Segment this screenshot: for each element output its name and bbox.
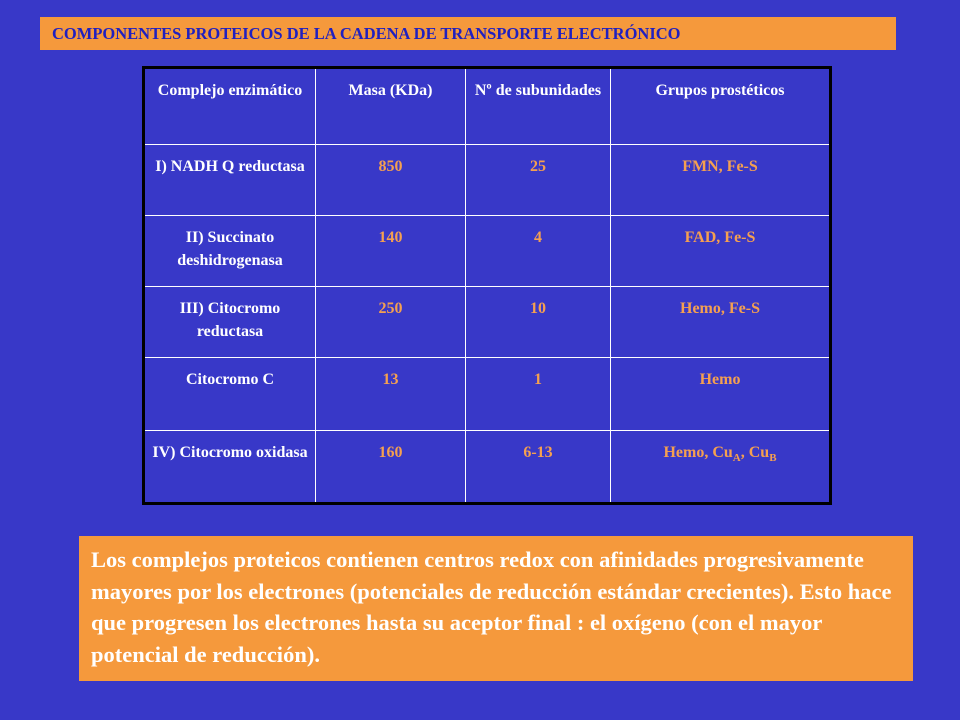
cell-complejo: I) NADH Q reductasa [144, 145, 316, 216]
cell-subunidades: 25 [466, 145, 611, 216]
grupos-subscript-b: B [769, 452, 777, 464]
table-row [144, 431, 831, 504]
cell-complejo: II) Succinato deshidrogenasa [144, 216, 316, 287]
cell-masa: 160 [316, 431, 466, 504]
cell-masa: 850 [316, 145, 466, 216]
cell-masa: 13 [316, 358, 466, 431]
table-row [144, 358, 831, 431]
table-header-row [144, 68, 831, 145]
cell-subunidades: 6-13 [466, 431, 611, 504]
cell-subunidades: 10 [466, 287, 611, 358]
cell-complejo: III) Citocromo reductasa [144, 287, 316, 358]
cell-subunidades: 4 [466, 216, 611, 287]
header-grupos: Grupos prostéticos [611, 68, 831, 145]
components-table-wrapper [142, 66, 832, 505]
table-row [144, 216, 831, 287]
cell-grupos: Hemo [611, 358, 831, 431]
explanation-note: Los complejos proteicos contienen centros redox con afinidades progresivamente mayores por los electrones (potenciales de reducción estándar crecientes). Esto hace que progresen los electrones hasta su aceptor final : el oxígeno (con el mayor potencial de reducción). [79, 536, 913, 681]
cell-grupos [611, 431, 831, 504]
cell-grupos: FAD, Fe-S [611, 216, 831, 287]
components-table [142, 66, 832, 505]
table-row [144, 287, 831, 358]
header-subunidades: Nº de subunidades [466, 68, 611, 145]
grupos-text: Hemo, Cu [663, 444, 733, 461]
cell-masa: 140 [316, 216, 466, 287]
cell-subunidades: 1 [466, 358, 611, 431]
cell-grupos: FMN, Fe-S [611, 145, 831, 216]
table-row [144, 145, 831, 216]
header-complejo: Complejo enzimático [144, 68, 316, 145]
grupos-subscript-a: A [732, 452, 741, 464]
grupos-text: , Cu [740, 444, 770, 461]
page-title: COMPONENTES PROTEICOS DE LA CADENA DE TRANSPORTE ELECTRÓNICO [40, 17, 896, 50]
cell-complejo: Citocromo C [144, 358, 316, 431]
cell-complejo: IV) Citocromo oxidasa [144, 431, 316, 504]
cell-masa: 250 [316, 287, 466, 358]
cell-grupos: Hemo, Fe-S [611, 287, 831, 358]
header-masa: Masa (KDa) [316, 68, 466, 145]
